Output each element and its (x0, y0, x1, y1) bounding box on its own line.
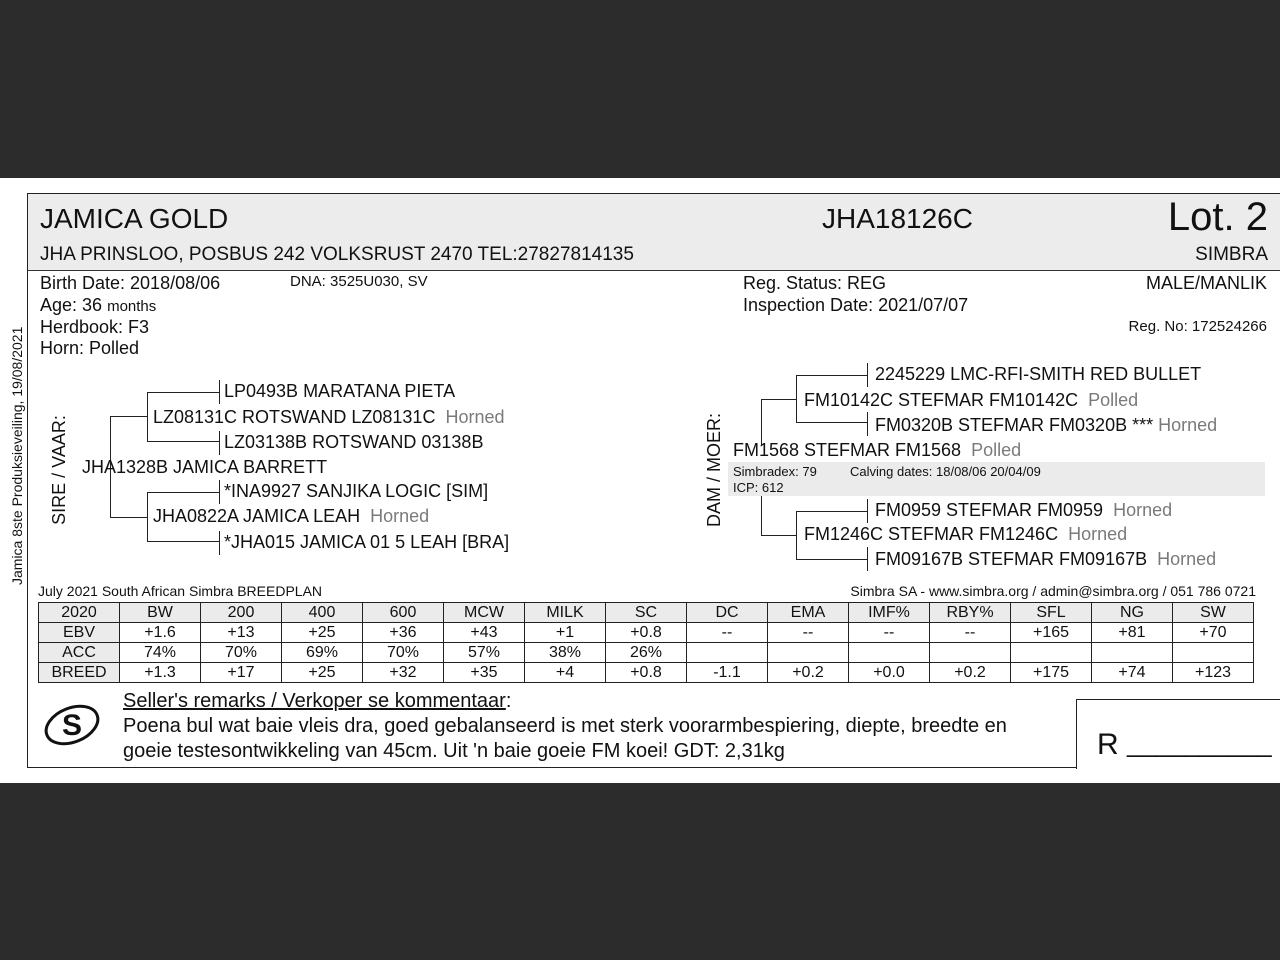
sire-branch-line (110, 517, 148, 518)
price-blank[interactable]: __________ (1127, 728, 1272, 758)
simbradex: Simbradex: 79 (733, 464, 817, 479)
ebv-cell: +74 (1092, 663, 1173, 683)
dam-dam-sire-name: FM0959 STEFMAR FM0959 (875, 500, 1104, 520)
dam-name: FM1568 STEFMAR FM1568 (733, 440, 962, 460)
sire-sire-horn: Horned (445, 407, 505, 427)
dam-branch-line (761, 535, 797, 536)
lot-number: Lot. 2 (1167, 195, 1268, 239)
animal-name: JAMICA GOLD (40, 203, 229, 234)
herdbook: Herdbook: F3 (40, 317, 150, 337)
ebv-cell (768, 643, 849, 663)
sire-sire-dam: LZ03138B ROTSWAND 03138B (224, 432, 484, 452)
ebv-header-cell: 600 (363, 603, 444, 623)
dam-branch-line (761, 399, 762, 445)
dam-branch-line (867, 363, 868, 387)
breeder-info: JHA PRINSLOO, POSBUS 242 VOLKSRUST 2470 TEL:27827814135 (40, 244, 634, 265)
ebv-cell: +25 (282, 623, 363, 643)
header-bar (28, 194, 1280, 241)
ebv-cell (687, 643, 768, 663)
ebv-header-cell: MCW (444, 603, 525, 623)
ebv-header-cell: 200 (201, 603, 282, 623)
sire-branch-line (147, 492, 148, 542)
ebv-cell: -- (930, 623, 1011, 643)
dam-branch-line (796, 422, 868, 423)
ebv-header-cell: IMF% (849, 603, 930, 623)
dam-sire-sire: 2245229 LMC-RFI-SMITH RED BULLET (875, 364, 1202, 384)
dam-sire-dam-name: FM0320B STEFMAR FM0320B *** (875, 415, 1154, 435)
sire-branch-line (219, 431, 220, 455)
dam-branch-line (867, 499, 868, 523)
dam-dam-dam-horn: Horned (1157, 549, 1217, 569)
remarks-title-colon: : (505, 690, 512, 712)
dam-dam-dam-name: FM09167B STEFMAR FM09167B (875, 549, 1148, 569)
ebv-table-header-row (39, 603, 1254, 623)
ebv-cell: 70% (201, 643, 282, 663)
ebv-cell: +0.8 (606, 623, 687, 643)
dam-branch-line (796, 375, 868, 376)
logo-letter: S (61, 709, 83, 742)
ebv-cell: -- (768, 623, 849, 643)
price-currency: R (1097, 728, 1119, 761)
sire: JHA1328B JAMICA BARRETT (82, 457, 328, 477)
ebv-cell: +32 (363, 663, 444, 683)
ebv-header-cell: MILK (525, 603, 606, 623)
breedplan-info: July 2021 South African Simbra BREEDPLAN (38, 583, 323, 599)
ebv-cell: +0.8 (606, 663, 687, 683)
side-caption: Jamica 8ste Produksieveiling, 19/08/2021 (9, 326, 25, 585)
dam-branch-line (796, 559, 868, 560)
ebv-header-cell: EMA (768, 603, 849, 623)
sire-branch-line (219, 480, 220, 504)
ebv-cell: 57% (444, 643, 525, 663)
dam-horn: Polled (971, 440, 1022, 460)
ebv-cell: +1.6 (120, 623, 201, 643)
sire-sire-name: LZ08131C ROTSWAND LZ08131C (153, 407, 436, 427)
ebv-cell: +35 (444, 663, 525, 683)
ebv-cell: -- (687, 623, 768, 643)
remarks-title (123, 690, 511, 713)
sire-branch-line (147, 392, 220, 393)
ebv-cell (849, 643, 930, 663)
ebv-cell: 74% (120, 643, 201, 663)
ebv-header-cell: RBY% (930, 603, 1011, 623)
sire-branch-line (219, 531, 220, 555)
sire-branch-line (147, 492, 220, 493)
dam-dam-sire-horn: Horned (1113, 500, 1173, 520)
animal-id: JHA18126C (822, 203, 973, 234)
ebv-header-cell: SFL (1011, 603, 1092, 623)
ebv-header-cell: 400 (282, 603, 363, 623)
dam-branch-line (761, 496, 762, 536)
dam-dam-name: FM1246C STEFMAR FM1246C (804, 524, 1059, 544)
dam-dam-dam (875, 549, 1216, 570)
sire-branch-line (147, 541, 220, 542)
ebv-header-cell: BW (120, 603, 201, 623)
remarks-line-1: Poena bul wat baie vleis dra, goed gebalanseerd is met sterk voorarmbespiering, diepte, breedte en (123, 715, 1007, 737)
ebv-cell: +43 (444, 623, 525, 643)
breed-name: SIMBRA (1195, 244, 1268, 265)
ebv-cell: BREED (39, 663, 120, 683)
dam-branch-line (867, 412, 868, 436)
inspection-date: Inspection Date: 2021/07/07 (743, 295, 969, 315)
dam-dam-horn: Horned (1068, 524, 1128, 544)
calving-dates: Calving dates: 18/08/06 20/04/09 (850, 464, 1041, 479)
contact-info: Simbra SA - www.simbra.org / admin@simbra.org / 051 786 0721 (850, 583, 1256, 599)
ebv-header-cell: NG (1092, 603, 1173, 623)
icp: ICP: 612 (733, 480, 784, 495)
ebv-header-cell: DC (687, 603, 768, 623)
ebv-cell: 69% (282, 643, 363, 663)
dam-sire (804, 390, 1138, 411)
ebv-cell: +36 (363, 623, 444, 643)
dam-performance-box (728, 462, 1265, 496)
dam-dam (804, 524, 1127, 545)
simbra-logo-icon (42, 701, 102, 749)
ebv-cell (1173, 643, 1254, 663)
ebv-table-row (39, 623, 1254, 643)
lot-card-page (0, 178, 1280, 783)
dam-label: DAM / MOER: (704, 413, 724, 528)
ebv-cell: +0.2 (930, 663, 1011, 683)
ebv-table-row (39, 663, 1254, 683)
sire-label: SIRE / VAAR: (49, 415, 69, 525)
ebv-cell: +13 (201, 623, 282, 643)
dam-sire-dam (875, 415, 1217, 436)
dam-sire-horn: Polled (1088, 390, 1139, 410)
ebv-cell (1011, 643, 1092, 663)
ebv-cell: +70 (1173, 623, 1254, 643)
ebv-cell: -- (849, 623, 930, 643)
ebv-cell: +175 (1011, 663, 1092, 683)
sex: MALE/MANLIK (1145, 273, 1267, 293)
sire-dam-horn: Horned (370, 506, 430, 526)
sire-sire (153, 407, 505, 428)
ebv-cell: +25 (282, 663, 363, 683)
sire-branch-line (147, 441, 220, 442)
remarks-line-2: goeie testesontwikkeling van 45cm. Uit 'n baie goeie FM koei! GDT: 2,31kg (123, 740, 785, 762)
dam (733, 440, 1021, 461)
dna-info: DNA: 3525U030, SV (290, 273, 428, 290)
ebv-cell: 70% (363, 643, 444, 663)
ebv-cell: +123 (1173, 663, 1254, 683)
ebv-table (38, 602, 1254, 683)
ebv-cell: +0.0 (849, 663, 930, 683)
ebv-cell: 38% (525, 643, 606, 663)
dam-branch-line (761, 399, 797, 400)
lot-card (27, 193, 1280, 768)
dam-sire-name: FM10142C STEFMAR FM10142C (804, 390, 1079, 410)
dam-sire-dam-horn: Horned (1158, 415, 1218, 435)
dam-branch-line (867, 547, 868, 571)
age-unit: months (107, 298, 157, 315)
ebv-cell: +1 (525, 623, 606, 643)
sire-branch-line (147, 392, 148, 442)
ebv-cell: +17 (201, 663, 282, 683)
ebv-cell: 26% (606, 643, 687, 663)
ebv-header-cell: SW (1173, 603, 1254, 623)
reg-status: Reg. Status: REG (743, 273, 887, 293)
price-box (1076, 699, 1280, 769)
ebv-cell: +165 (1011, 623, 1092, 643)
reg-number: Reg. No: 172524266 (1128, 318, 1267, 335)
age (40, 295, 156, 316)
remarks-title-text: Seller's remarks / Verkoper se kommentaar (123, 690, 506, 712)
ebv-table-row (39, 643, 1254, 663)
ebv-cell (930, 643, 1011, 663)
sire-dam-name: JHA0822A JAMICA LEAH (153, 506, 361, 526)
ebv-cell: +81 (1092, 623, 1173, 643)
dam-dam-sire (875, 500, 1172, 521)
sire-branch-line (219, 380, 220, 404)
dam-branch-line (796, 375, 797, 423)
ebv-cell: EBV (39, 623, 120, 643)
ebv-cell: +4 (525, 663, 606, 683)
sire-branch-line (110, 416, 148, 417)
ebv-cell: ACC (39, 643, 120, 663)
sire-dam-dam: *JHA015 JAMICA 01 5 LEAH [BRA] (224, 532, 510, 552)
ebv-header-cell: SC (606, 603, 687, 623)
ebv-cell: -1.1 (687, 663, 768, 683)
ebv-cell: +0.2 (768, 663, 849, 683)
sire-dam-sire: *INA9927 SANJIKA LOGIC [SIM] (224, 481, 489, 501)
birth-date: Birth Date: 2018/08/06 (40, 273, 221, 293)
dam-branch-line (796, 511, 797, 560)
age-value: Age: 36 (40, 295, 103, 315)
horn-status: Horn: Polled (40, 338, 140, 358)
ebv-cell: +1.3 (120, 663, 201, 683)
ebv-header-cell: 2020 (39, 603, 120, 623)
sire-sire-sire: LP0493B MARATANA PIETA (224, 381, 456, 401)
ebv-cell (1092, 643, 1173, 663)
dam-branch-line (796, 511, 868, 512)
breeder-bar (28, 240, 1280, 271)
sire-dam (153, 506, 429, 527)
